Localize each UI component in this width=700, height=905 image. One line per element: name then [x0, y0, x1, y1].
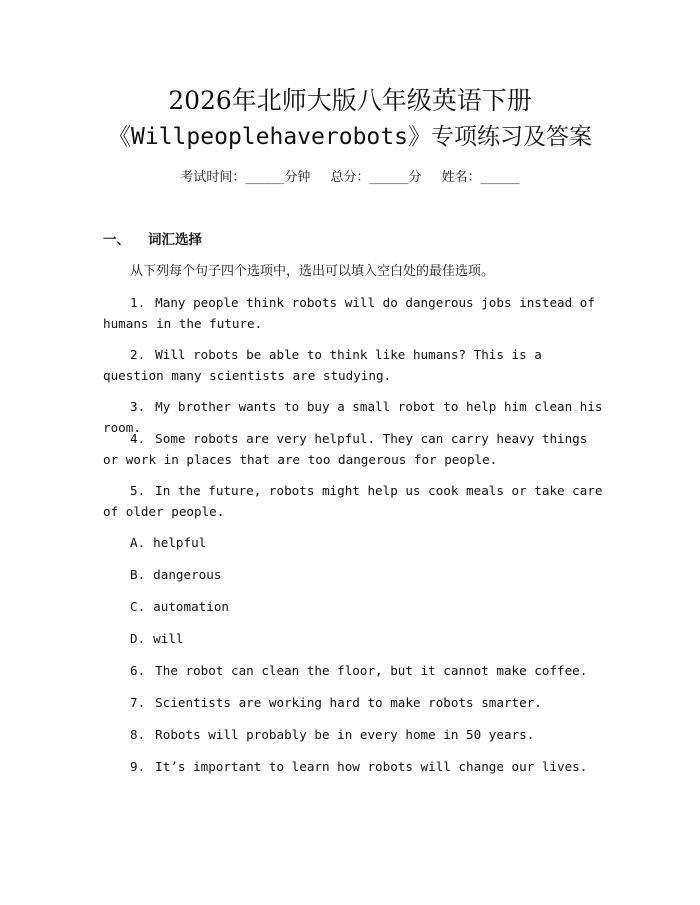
- section-heading: [103, 230, 202, 250]
- exam-time: 考试时间：______分钟: [180, 170, 311, 185]
- option-text: dangerous: [153, 567, 222, 582]
- question-item: [103, 480, 603, 522]
- question-text: Many people think robots will do dangerous jobs instead of humans in the future.: [103, 295, 595, 331]
- question-text: My brother wants to buy a small robot to help him clean his room.: [103, 399, 603, 435]
- question-item: [103, 660, 603, 681]
- question-item: [103, 756, 603, 777]
- question-number: 9.: [130, 759, 146, 774]
- document-title-line-2: 《Willpeoplehaverobots》专项练习及答案: [108, 124, 592, 150]
- option-letter: C.: [130, 599, 146, 614]
- question-text: In the future, robots might help us cook meals or take care of older people.: [103, 483, 603, 519]
- question-number: 8.: [130, 727, 146, 742]
- question-item: [103, 344, 603, 386]
- question-number: 2.: [130, 347, 146, 362]
- question-number: 3.: [130, 399, 146, 414]
- option-b: [130, 564, 221, 585]
- document-title-line-1: 2026年北师大版八年级英语下册: [168, 86, 532, 115]
- question-item: [103, 692, 603, 713]
- question-text: The robot can clean the floor, but it cannot make coffee.: [155, 663, 588, 678]
- section-title: 词汇选择: [148, 232, 202, 248]
- question-number: 1.: [130, 295, 146, 310]
- question-number: 6.: [130, 663, 146, 678]
- question-text: Will robots be able to think like humans? This is a question many scientists are studying.: [103, 347, 542, 383]
- option-letter: B.: [130, 567, 146, 582]
- question-number: 5.: [130, 483, 146, 498]
- section-instruction: 从下列每个句子四个选项中，选出可以填入空白处的最佳选项。: [130, 264, 495, 279]
- option-text: will: [153, 631, 184, 646]
- option-text: helpful: [153, 535, 207, 550]
- question-number: 7.: [130, 695, 146, 710]
- question-text: It’s important to learn how robots will change our lives.: [155, 759, 588, 774]
- question-text: Scientists are working hard to make robots smarter.: [155, 695, 542, 710]
- option-letter: A.: [130, 535, 146, 550]
- question-item: [103, 724, 603, 745]
- option-c: [130, 596, 229, 617]
- question-text: Robots will probably be in every home in 50 years.: [155, 727, 535, 742]
- exam-meta: [0, 168, 700, 188]
- exam-score: 总分：______分: [330, 170, 422, 185]
- student-name: 姓名：______: [441, 170, 520, 185]
- option-text: automation: [153, 599, 229, 614]
- section-number: 一、: [103, 232, 130, 248]
- question-number: 4.: [130, 431, 146, 446]
- option-d: [130, 628, 184, 649]
- option-a: [130, 532, 206, 553]
- question-text: Some robots are very helpful. They can carry heavy things or work in places that are too dangerous for people.: [103, 431, 588, 467]
- question-item: [103, 292, 603, 334]
- question-item: [103, 428, 603, 470]
- option-letter: D.: [130, 631, 146, 646]
